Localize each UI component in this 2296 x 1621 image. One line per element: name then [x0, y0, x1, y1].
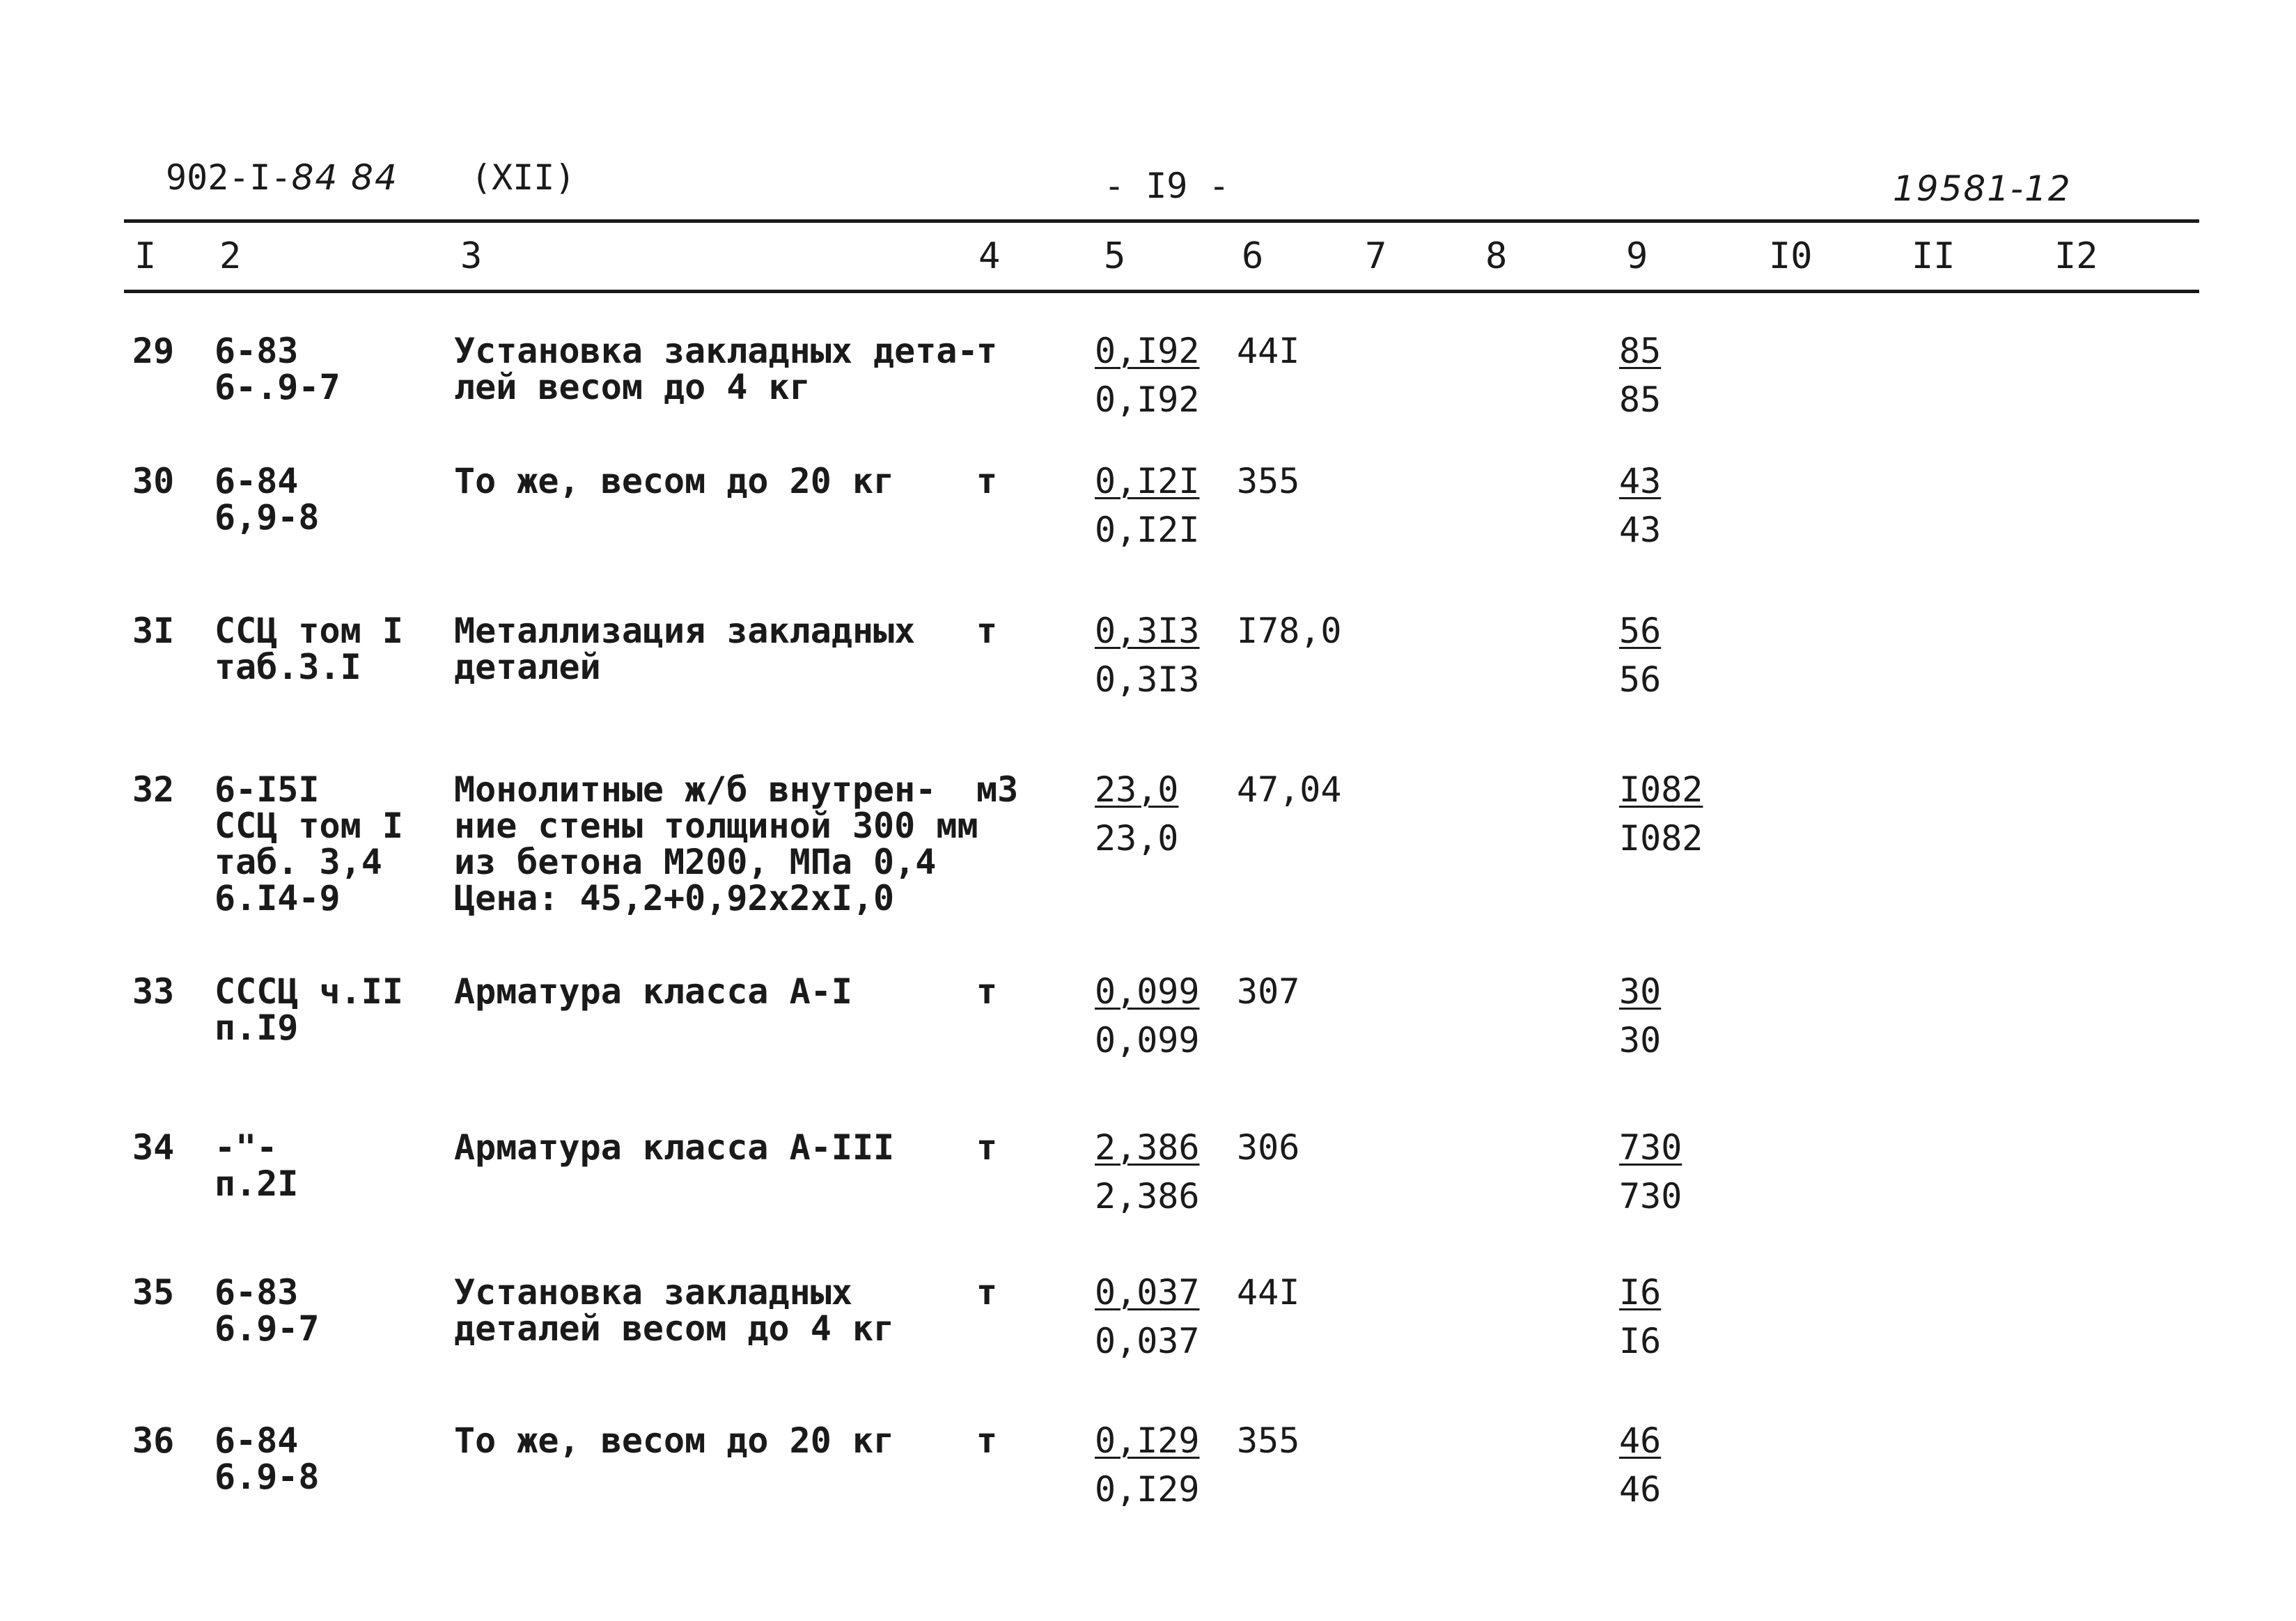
- quantity-bottom: 0,I2I: [1095, 510, 1200, 550]
- unit: т: [976, 1272, 998, 1313]
- total-bottom: I082: [1619, 818, 1703, 859]
- work-description: Установка закладных дета- лей весом до 4 кг: [454, 331, 978, 407]
- column-number: 8: [1485, 235, 1508, 277]
- work-description: Арматура класса А-III: [454, 1127, 895, 1168]
- quantity-bottom: 0,3I3: [1095, 659, 1200, 700]
- unit-price: 307: [1237, 971, 1300, 1012]
- total-top: [1619, 769, 1703, 810]
- quantity-top-value: 0,I92: [1095, 331, 1200, 371]
- work-description: То же, весом до 20 кг: [454, 1420, 895, 1461]
- quantity-bottom: 0,099: [1095, 1020, 1200, 1060]
- row-number: 3I: [132, 611, 175, 651]
- table-top-rule: [124, 219, 2199, 223]
- column-number: I0: [1769, 235, 1813, 277]
- quantity-top: [1095, 1420, 1200, 1461]
- column-number: II: [1912, 235, 1955, 277]
- document-code-typed: 902-I-: [166, 157, 292, 198]
- unit-price: 355: [1237, 1420, 1300, 1461]
- total-bottom: 730: [1619, 1176, 1682, 1216]
- section-label: (XII): [471, 157, 576, 198]
- work-description: Монолитные ж/б внутрен- ние стены толщиной 300 мм из бетона М200, МПа 0,4 Цена: 45,2+0,92х2хI,0: [454, 769, 978, 918]
- work-description: Арматура класса А-I: [454, 971, 852, 1012]
- unit-price: 44I: [1237, 331, 1300, 371]
- row-number: 30: [132, 461, 175, 501]
- row-number: 36: [132, 1420, 175, 1461]
- quantity-top: [1095, 769, 1179, 810]
- work-description: Металлизация закладных деталей: [454, 611, 916, 687]
- total-top-value: 85: [1619, 331, 1662, 371]
- quantity-bottom: 0,I29: [1095, 1469, 1200, 1510]
- quantity-top: [1095, 973, 1200, 1010]
- total-top-value: I6: [1619, 1272, 1662, 1313]
- quantity-top: [1095, 1129, 1200, 1166]
- row-number: 34: [132, 1127, 175, 1168]
- page-number: - I9 -: [1104, 166, 1230, 206]
- unit: т: [976, 331, 998, 371]
- quantity-top: [1095, 613, 1200, 649]
- total-bottom: 56: [1619, 659, 1662, 700]
- quantity-top-value: 23,0: [1095, 769, 1179, 810]
- unit-price: 47,04: [1237, 769, 1342, 810]
- norm-code: ССЦ том I таб.3.I: [214, 611, 403, 687]
- unit: т: [976, 971, 998, 1012]
- total-top: [1619, 973, 1661, 1010]
- quantity-top-value: 2,386: [1095, 1127, 1200, 1168]
- unit-price: 355: [1237, 461, 1300, 501]
- unit: т: [976, 1420, 998, 1461]
- quantity-top-value: 0,037: [1095, 1272, 1200, 1313]
- total-top-value: I082: [1619, 769, 1703, 810]
- total-bottom: 43: [1619, 510, 1662, 550]
- total-top-value: 46: [1619, 1420, 1662, 1461]
- unit-price: 44I: [1237, 1272, 1300, 1313]
- total-bottom: 30: [1619, 1020, 1662, 1060]
- column-number: 4: [978, 235, 1001, 277]
- total-bottom: 46: [1619, 1469, 1662, 1510]
- norm-code: 6-83 6-.9-7: [214, 331, 341, 407]
- norm-code: 6-I5I ССЦ том I таб. 3,4 6.I4-9: [214, 769, 403, 918]
- quantity-top: [1095, 1272, 1200, 1313]
- quantity-top-value: 0,099: [1095, 971, 1200, 1012]
- unit-price: I78,0: [1237, 611, 1342, 651]
- column-number: 7: [1365, 235, 1387, 277]
- quantity-top-value: 0,I2I: [1095, 461, 1200, 501]
- column-number: 2: [219, 235, 242, 277]
- column-number: 9: [1626, 235, 1648, 277]
- row-number: 32: [132, 769, 175, 810]
- norm-code: СССЦ ч.II п.I9: [214, 971, 403, 1048]
- column-number: 3: [460, 235, 483, 277]
- row-number: 33: [132, 971, 175, 1012]
- total-top: [1619, 1272, 1662, 1313]
- norm-code: 6-84 6,9-8: [214, 461, 320, 538]
- total-top-value: 30: [1619, 971, 1662, 1012]
- row-number: 29: [132, 331, 175, 371]
- column-number: 5: [1104, 235, 1126, 277]
- unit: т: [976, 461, 998, 501]
- quantity-bottom: 0,I92: [1095, 379, 1200, 420]
- total-top: [1619, 1420, 1662, 1461]
- quantity-bottom: 0,037: [1095, 1321, 1200, 1361]
- unit: м3: [976, 769, 1019, 810]
- quantity-top-value: 0,I29: [1095, 1420, 1200, 1461]
- column-number: I: [134, 235, 157, 277]
- column-number: I2: [2054, 235, 2098, 277]
- work-description: Установка закладных деталей весом до 4 кг: [454, 1272, 895, 1349]
- table-header-rule: [124, 290, 2199, 293]
- document-code: [166, 157, 398, 198]
- quantity-top: [1095, 333, 1200, 369]
- total-bottom: 85: [1619, 379, 1662, 420]
- quantity-top: [1095, 463, 1200, 499]
- total-top: [1619, 333, 1661, 369]
- norm-code: 6-84 6.9-8: [214, 1420, 320, 1497]
- total-bottom: I6: [1619, 1321, 1662, 1361]
- quantity-bottom: 23,0: [1095, 818, 1179, 859]
- norm-code: -"- п.2I: [214, 1127, 299, 1204]
- total-top-value: 730: [1619, 1127, 1682, 1168]
- quantity-top-value: 0,3I3: [1095, 611, 1200, 651]
- work-description: То же, весом до 20 кг: [454, 461, 895, 501]
- column-number: 6: [1242, 235, 1264, 277]
- total-top: [1619, 463, 1661, 499]
- total-top: [1619, 613, 1661, 649]
- archive-number: 19581-12: [1893, 169, 2072, 209]
- document-code-handwritten: 84 84: [291, 157, 398, 198]
- total-top-value: 56: [1619, 611, 1662, 651]
- total-top-value: 43: [1619, 461, 1662, 501]
- quantity-bottom: 2,386: [1095, 1176, 1200, 1216]
- unit-price: 306: [1237, 1127, 1300, 1168]
- row-number: 35: [132, 1272, 175, 1313]
- total-top: [1619, 1129, 1682, 1166]
- norm-code: 6-83 6.9-7: [214, 1272, 320, 1349]
- unit: т: [976, 1127, 998, 1168]
- unit: т: [976, 611, 998, 651]
